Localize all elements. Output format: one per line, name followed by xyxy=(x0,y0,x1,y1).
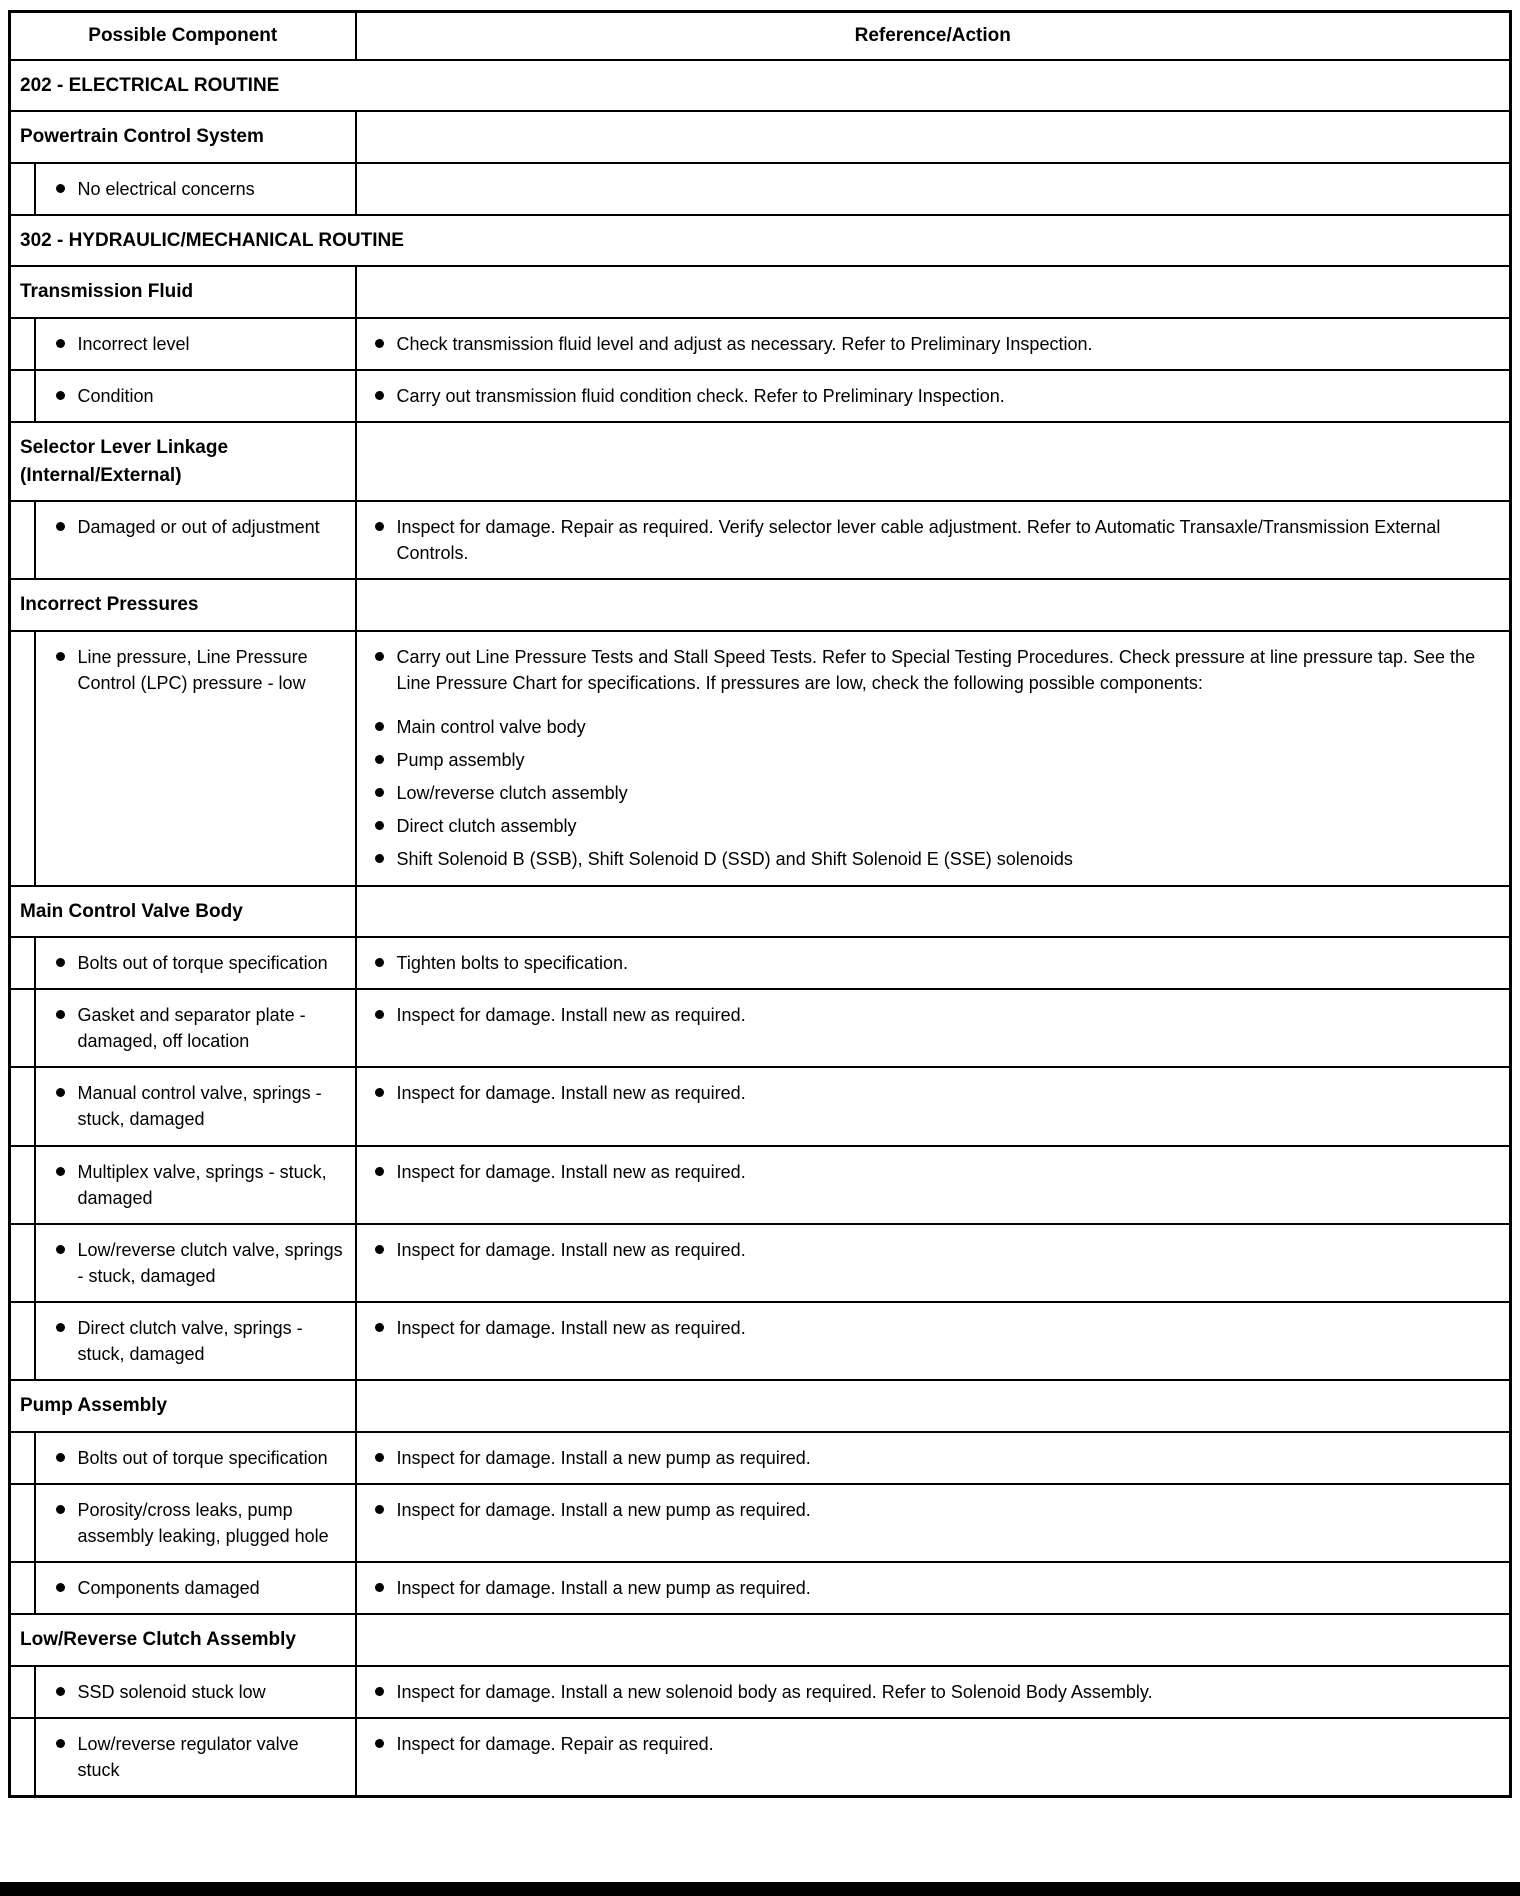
bullet-icon xyxy=(375,722,384,731)
component-bullet-item xyxy=(56,176,345,202)
bullet-icon xyxy=(375,755,384,764)
indent-cell xyxy=(10,1484,35,1562)
table-row-item xyxy=(10,1146,1511,1224)
bullet-icon xyxy=(375,1010,384,1019)
component-bullet-item xyxy=(56,1315,345,1367)
table-row-item xyxy=(10,1718,1511,1797)
indent-cell xyxy=(10,1666,35,1718)
bullet-icon xyxy=(375,1739,384,1748)
bullet-icon xyxy=(375,1687,384,1696)
action-bullet-item xyxy=(375,747,1500,773)
action-cell xyxy=(356,1146,1511,1224)
action-text: Carry out transmission fluid condition check. Refer to Preliminary Inspection. xyxy=(396,385,1005,406)
scan-cutoff-bar xyxy=(0,1882,1520,1896)
action-cell xyxy=(356,631,1511,886)
component-bullet-item xyxy=(56,331,345,357)
action-bullet-item xyxy=(375,780,1500,806)
action-cell xyxy=(356,1484,1511,1562)
table-row-subsection xyxy=(10,1614,1511,1666)
action-cell xyxy=(356,1302,1511,1380)
component-cell xyxy=(35,1562,356,1614)
component-text: Low/reverse clutch valve, springs - stuck, damaged xyxy=(77,1239,343,1286)
bullet-icon xyxy=(56,1687,65,1696)
bullet-icon xyxy=(56,652,65,661)
component-cell xyxy=(35,937,356,989)
table-row-subsection xyxy=(10,422,1511,501)
action-text: Inspect for damage. Install new as required. xyxy=(396,1161,746,1182)
bullet-icon xyxy=(375,1583,384,1592)
table-header-row xyxy=(10,12,1511,60)
action-cell xyxy=(356,370,1511,422)
component-bullet-item xyxy=(56,383,345,409)
component-text: Direct clutch valve, springs - stuck, damaged xyxy=(77,1317,303,1364)
component-text: No electrical concerns xyxy=(77,178,255,199)
table-row-item xyxy=(10,631,1511,886)
table-row-item xyxy=(10,163,1511,215)
table-row-section xyxy=(10,215,1511,267)
column-header-possible-component: Possible Component xyxy=(10,12,356,60)
action-cell xyxy=(356,989,1511,1067)
bullet-icon xyxy=(375,1505,384,1514)
component-text: Porosity/cross leaks, pump assembly leaking, plugged hole xyxy=(77,1499,329,1546)
indent-cell xyxy=(10,631,35,886)
bullet-icon xyxy=(56,1323,65,1332)
component-cell xyxy=(35,1146,356,1224)
bullet-icon xyxy=(375,821,384,830)
indent-cell xyxy=(10,1146,35,1224)
bullet-icon xyxy=(56,1739,65,1748)
table-row-item xyxy=(10,318,1511,370)
action-bullet-item xyxy=(375,644,1500,696)
component-bullet-item xyxy=(56,1002,345,1054)
table-row-section xyxy=(10,60,1511,112)
action-bullet-item xyxy=(375,1679,1500,1705)
action-text: Inspect for damage. Install a new pump as required. xyxy=(396,1577,811,1598)
bullet-icon xyxy=(56,522,65,531)
component-text: Damaged or out of adjustment xyxy=(77,517,320,538)
action-text: Inspect for damage. Repair as required. xyxy=(396,1733,714,1754)
bullet-icon xyxy=(56,184,65,193)
component-cell xyxy=(35,1224,356,1302)
component-cell xyxy=(35,1067,356,1145)
table-body xyxy=(10,60,1511,1797)
table-row-subsection xyxy=(10,886,1511,938)
table-row-item xyxy=(10,1484,1511,1562)
action-cell xyxy=(356,1432,1511,1484)
table-row-item xyxy=(10,1562,1511,1614)
component-text: Condition xyxy=(77,385,154,406)
component-cell xyxy=(35,501,356,579)
bullet-icon xyxy=(375,391,384,400)
component-cell xyxy=(35,318,356,370)
bullet-icon xyxy=(375,854,384,863)
bullet-icon xyxy=(375,522,384,531)
bullet-icon xyxy=(56,339,65,348)
table-row-item xyxy=(10,989,1511,1067)
action-cell xyxy=(356,1666,1511,1718)
indent-cell xyxy=(10,1067,35,1145)
column-header-reference-action: Reference/Action xyxy=(356,12,1511,60)
indent-cell xyxy=(10,989,35,1067)
action-bullet-item xyxy=(375,383,1500,409)
component-bullet-item xyxy=(56,950,345,976)
bullet-icon xyxy=(56,1583,65,1592)
empty-action-cell xyxy=(356,1614,1511,1666)
indent-cell xyxy=(10,318,35,370)
component-cell xyxy=(35,1666,356,1718)
action-text: Inspect for damage. Install a new pump as required. xyxy=(396,1447,811,1468)
action-bullet-item xyxy=(375,1080,1500,1106)
action-cell xyxy=(356,1562,1511,1614)
subsection-label: Selector Lever Linkage (Internal/External) xyxy=(10,422,356,501)
action-text: Carry out Line Pressure Tests and Stall Speed Tests. Refer to Special Testing Procedures. Check pressure at line pressure tap. See the Line Pressure Chart for specifications. If pressures are low, check the following possible components: xyxy=(396,646,1476,693)
action-cell xyxy=(356,1067,1511,1145)
component-bullet-item xyxy=(56,1159,345,1211)
action-bullet-item xyxy=(375,1159,1500,1185)
component-bullet-item xyxy=(56,1575,345,1601)
action-cell xyxy=(356,1718,1511,1797)
component-bullet-item xyxy=(56,1237,345,1289)
action-bullet-item xyxy=(375,1445,1500,1471)
empty-action-cell xyxy=(356,579,1511,631)
action-bullet-item xyxy=(375,714,1500,740)
component-text: Line pressure, Line Pressure Control (LPC) pressure - low xyxy=(77,646,308,693)
subsection-label: Transmission Fluid xyxy=(10,266,356,318)
component-cell xyxy=(35,1302,356,1380)
component-text: Incorrect level xyxy=(77,333,190,354)
component-bullet-item xyxy=(56,1497,345,1549)
action-bullet-item xyxy=(375,514,1500,566)
table-row-item xyxy=(10,1666,1511,1718)
action-bullet-item xyxy=(375,1002,1500,1028)
table-row-item xyxy=(10,370,1511,422)
component-bullet-item xyxy=(56,514,345,540)
action-text: Inspect for damage. Repair as required. Verify selector lever cable adjustment. Refer to Automatic Transaxle/Transmission External Controls. xyxy=(396,517,1441,564)
action-text: Shift Solenoid B (SSB), Shift Solenoid D (SSD) and Shift Solenoid E (SSE) solenoids xyxy=(396,849,1073,870)
bullet-icon xyxy=(375,1088,384,1097)
bullet-icon xyxy=(375,652,384,661)
action-text: Low/reverse clutch assembly xyxy=(396,783,628,804)
bullet-icon xyxy=(375,1245,384,1254)
component-text: Gasket and separator plate - damaged, off location xyxy=(77,1005,306,1052)
component-bullet-item xyxy=(56,1080,345,1132)
action-text: Inspect for damage. Install a new solenoid body as required. Refer to Solenoid Body Assembly. xyxy=(396,1681,1153,1702)
subsection-label: Powertrain Control System xyxy=(10,111,356,163)
component-text: Bolts out of torque specification xyxy=(77,1447,328,1468)
bullet-icon xyxy=(56,958,65,967)
action-bullet-item xyxy=(375,1575,1500,1601)
empty-action-cell xyxy=(356,886,1511,938)
indent-cell xyxy=(10,1432,35,1484)
bullet-icon xyxy=(375,788,384,797)
indent-cell xyxy=(10,370,35,422)
component-bullet-item xyxy=(56,1679,345,1705)
action-text: Inspect for damage. Install new as required. xyxy=(396,1083,746,1104)
table-row-item xyxy=(10,1067,1511,1145)
indent-cell xyxy=(10,163,35,215)
action-cell xyxy=(356,163,1511,215)
table-row-subsection xyxy=(10,579,1511,631)
action-text: Check transmission fluid level and adjust as necessary. Refer to Preliminary Inspection. xyxy=(396,333,1093,354)
table-row-subsection xyxy=(10,1380,1511,1432)
indent-cell xyxy=(10,501,35,579)
indent-cell xyxy=(10,1718,35,1797)
empty-action-cell xyxy=(356,1380,1511,1432)
action-bullet-item xyxy=(375,1731,1500,1757)
action-text: Tighten bolts to specification. xyxy=(396,953,628,974)
indent-cell xyxy=(10,937,35,989)
action-bullet-item xyxy=(375,950,1500,976)
bullet-icon xyxy=(56,1245,65,1254)
bullet-icon xyxy=(375,1323,384,1332)
component-cell xyxy=(35,1718,356,1797)
component-cell xyxy=(35,989,356,1067)
bullet-icon xyxy=(56,1505,65,1514)
action-cell xyxy=(356,937,1511,989)
component-cell xyxy=(35,163,356,215)
empty-action-cell xyxy=(356,422,1511,501)
section-label: 302 - HYDRAULIC/MECHANICAL ROUTINE xyxy=(10,215,1511,267)
action-cell xyxy=(356,318,1511,370)
component-text: SSD solenoid stuck low xyxy=(77,1681,266,1702)
component-cell xyxy=(35,1432,356,1484)
bullet-icon xyxy=(56,391,65,400)
action-cell xyxy=(356,1224,1511,1302)
bullet-icon xyxy=(56,1167,65,1176)
table-row-item xyxy=(10,501,1511,579)
action-text: Inspect for damage. Install new as required. xyxy=(396,1317,746,1338)
bullet-icon xyxy=(375,958,384,967)
subsection-label: Main Control Valve Body xyxy=(10,886,356,938)
component-bullet-item xyxy=(56,1445,345,1471)
action-text: Direct clutch assembly xyxy=(396,816,577,837)
component-cell xyxy=(35,1484,356,1562)
table-row-item xyxy=(10,937,1511,989)
action-text: Main control valve body xyxy=(396,717,586,738)
action-bullet-item xyxy=(375,331,1500,357)
indent-cell xyxy=(10,1302,35,1380)
section-label: 202 - ELECTRICAL ROUTINE xyxy=(10,60,1511,112)
action-text: Pump assembly xyxy=(396,750,525,771)
indent-cell xyxy=(10,1562,35,1614)
action-text: Inspect for damage. Install a new pump as required. xyxy=(396,1499,811,1520)
action-text: Inspect for damage. Install new as required. xyxy=(396,1005,746,1026)
component-text: Low/reverse regulator valve stuck xyxy=(77,1733,299,1780)
empty-action-cell xyxy=(356,111,1511,163)
component-bullet-item xyxy=(56,1731,345,1783)
table-row-item xyxy=(10,1224,1511,1302)
component-text: Multiplex valve, springs - stuck, damaged xyxy=(77,1161,327,1208)
bullet-icon xyxy=(375,1167,384,1176)
action-text: Inspect for damage. Install new as required. xyxy=(396,1239,746,1260)
bullet-icon xyxy=(375,1453,384,1462)
subsection-label: Low/Reverse Clutch Assembly xyxy=(10,1614,356,1666)
table-row-item xyxy=(10,1302,1511,1380)
empty-action-cell xyxy=(356,266,1511,318)
component-text: Manual control valve, springs - stuck, damaged xyxy=(77,1083,322,1130)
action-bullet-item xyxy=(375,846,1500,872)
action-bullet-item xyxy=(375,813,1500,839)
bullet-icon xyxy=(56,1010,65,1019)
component-cell xyxy=(35,370,356,422)
table-row-item xyxy=(10,1432,1511,1484)
bullet-icon xyxy=(56,1088,65,1097)
action-bullet-item xyxy=(375,1497,1500,1523)
subsection-label: Pump Assembly xyxy=(10,1380,356,1432)
subsection-label: Incorrect Pressures xyxy=(10,579,356,631)
component-cell xyxy=(35,631,356,886)
indent-cell xyxy=(10,1224,35,1302)
bullet-icon xyxy=(56,1453,65,1462)
action-bullet-item xyxy=(375,1315,1500,1341)
bullet-icon xyxy=(375,339,384,348)
component-text: Components damaged xyxy=(77,1577,260,1598)
action-bullet-item xyxy=(375,1237,1500,1263)
table-row-subsection xyxy=(10,266,1511,318)
table-row-subsection xyxy=(10,111,1511,163)
component-text: Bolts out of torque specification xyxy=(77,953,328,974)
action-cell xyxy=(356,501,1511,579)
diagnostic-table xyxy=(8,10,1512,1798)
component-bullet-item xyxy=(56,644,345,696)
